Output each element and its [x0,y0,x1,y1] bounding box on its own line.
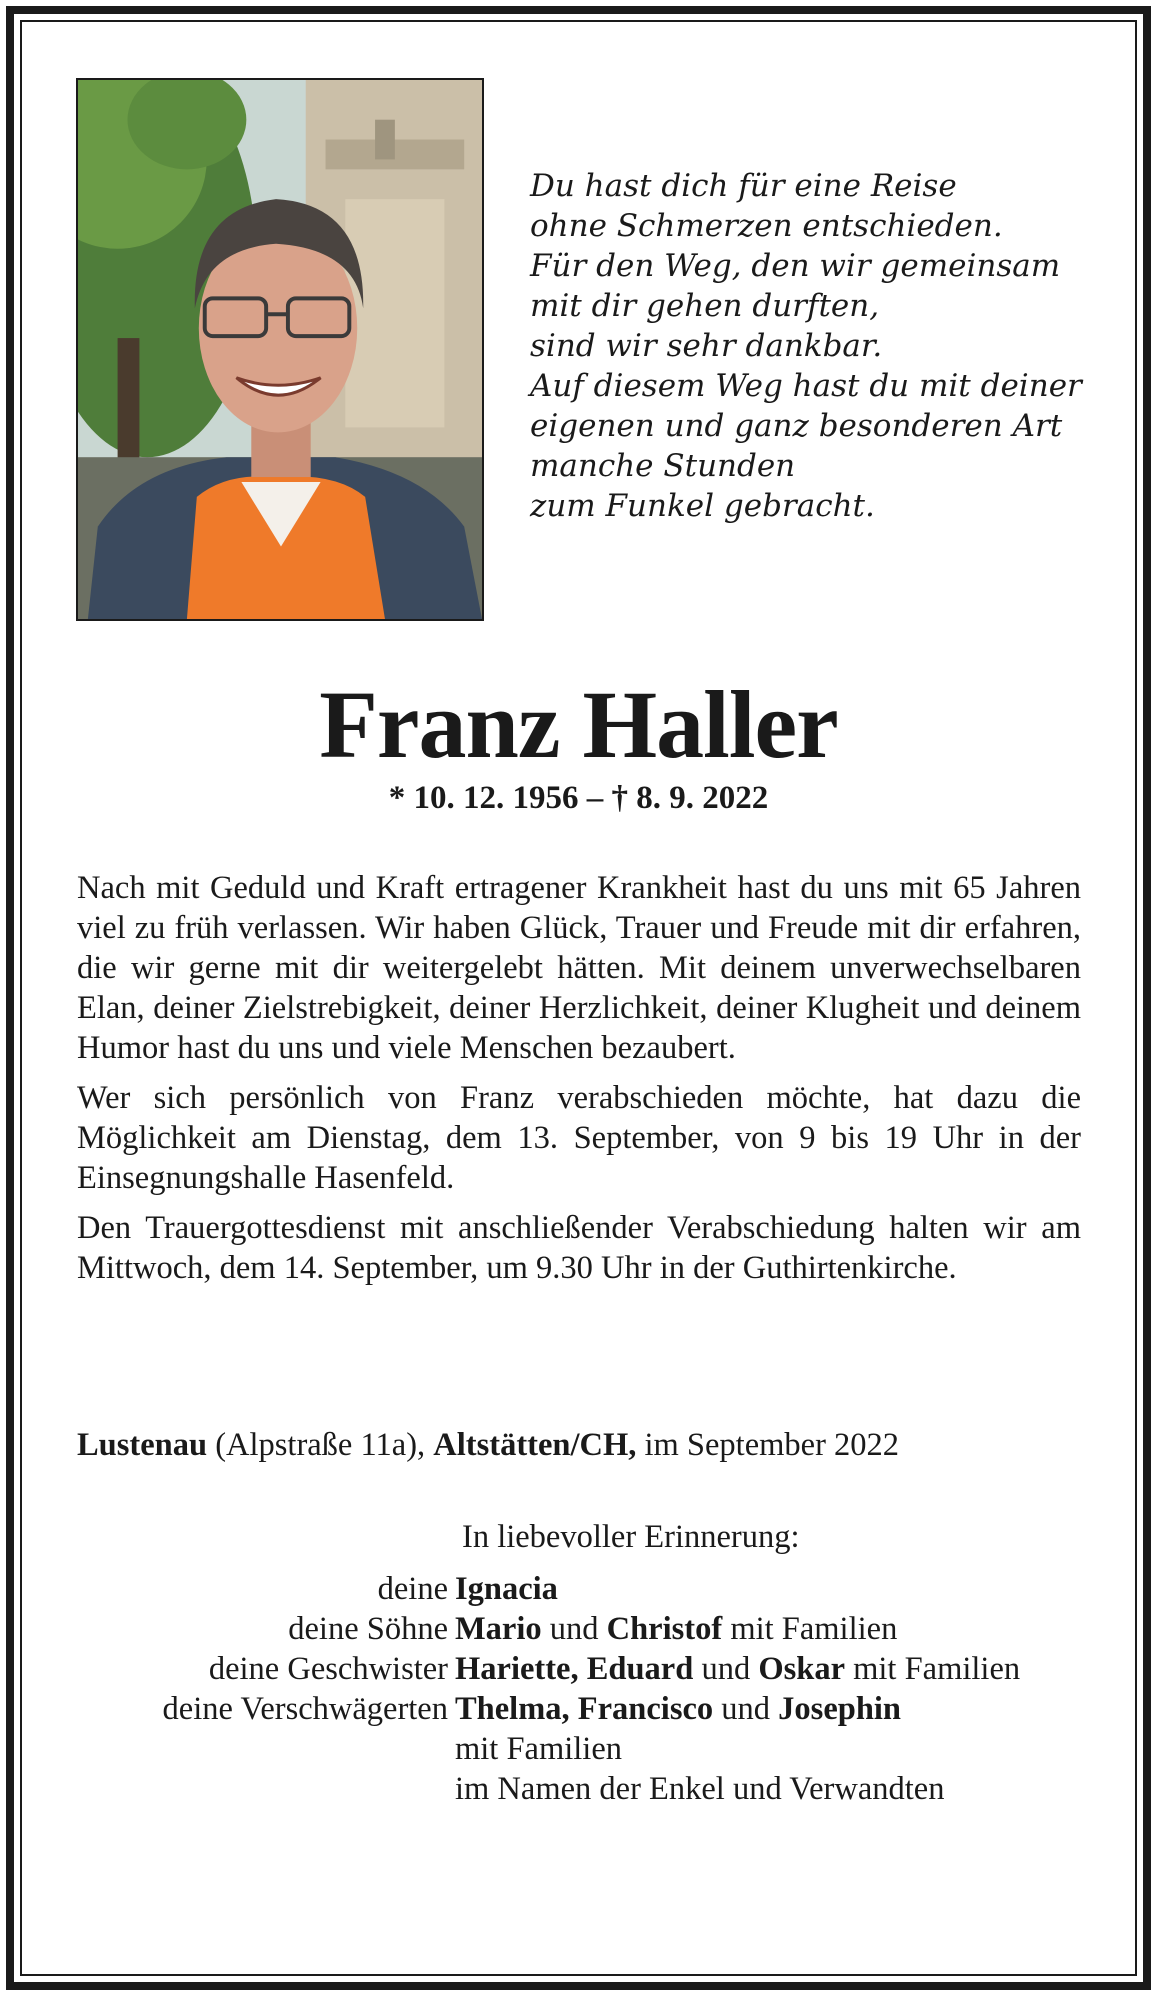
mourners-list [77,1569,1081,1809]
mourner-name: Thelma, Francisco [455,1691,714,1727]
poem-line: mit dir gehen durften, [530,288,880,324]
poem-line: Für den Weg, den wir gemeinsam [530,248,1061,284]
deceased-name: Franz Haller [319,671,838,778]
mourner-name: Josephin [778,1691,901,1727]
mourner-row [77,1609,1081,1649]
conjunction: und [713,1691,779,1727]
place-and-date [77,1425,1081,1465]
mourner-names [455,1569,558,1609]
conjunction: und [541,1611,607,1647]
suffix: mit Familien [722,1611,898,1647]
paragraph: Wer sich persönlich von Franz verabschieden möchte, hat dazu die Möglichkeit am Dienstag, dem 13. September, von 9 bis 19 Uhr in der Einsegnungshalle Hasenfeld. [77,1080,1081,1196]
closing-line: im Namen der Enkel und Verwandten [455,1771,945,1807]
poem-line: Du hast dich für eine Reise [530,168,957,204]
paragraph: Den Trauergottesdienst mit anschließender Verabschiedung halten wir am Mittwoch, dem 14. September, um 9.30 Uhr in der Guthirtenkirche. [77,1210,1081,1286]
mourner-name: Christof [606,1611,723,1647]
poem-line: sind wir sehr dankbar. [530,328,883,364]
mourner-row [77,1649,1081,1689]
poem-line: ohne Schmerzen entschieden. [530,208,1003,244]
life-dates: * 10. 12. 1956 – † 8. 9. 2022 [388,780,769,816]
mourner-name: Oskar [758,1651,845,1687]
date: im September 2022 [636,1427,900,1463]
memory-heading: In liebevoller Erinnerung: [462,1519,800,1555]
relation-empty [77,1769,455,1809]
poem [530,166,1090,526]
town-lustenau: Lustenau [77,1427,208,1463]
portrait-photo [76,78,484,621]
suffix: mit Familien [845,1651,1021,1687]
mourner-name: Hariette, Eduard [455,1651,694,1687]
suffix: mit Familien [455,1731,623,1767]
paragraph: Nach mit Geduld und Kraft ertragener Krankheit hast du uns mit 65 Jahren viel zu früh verlassen. Wir haben Glück, Trauer und Freude mit dir erfahren, die wir gerne mit dir weitergelebt hätten. Mit deinem unverwechselbaren Elan, deiner Zielstrebigkeit, deiner Herzlichkeit, deiner Klugheit und deinem Humor hast du uns und viele Menschen bezaubert. [77,870,1081,1066]
mourner-name: Mario [455,1611,542,1647]
relation: deine [377,1571,448,1607]
mourner-names [455,1609,897,1649]
poem-line: Auf diesem Weg hast du mit deiner [530,368,1082,404]
mourner-names [455,1689,901,1729]
mourner-row [77,1569,1081,1609]
poem-line: eigenen und ganz besonderen Art [530,408,1063,444]
relation-empty [77,1729,455,1769]
mourner-name: Ignacia [455,1571,558,1607]
town-altstaetten: Altstätten/CH, [433,1427,637,1463]
poem-line: manche Stunden [530,448,796,484]
mourner-names [455,1649,1020,1689]
poem-line: zum Funkel gebracht. [530,488,875,524]
mourner-row [77,1769,1081,1809]
mourner-row [77,1689,1081,1729]
relation: deine Geschwister [208,1651,448,1687]
address: (Alpstraße 11a), [207,1427,434,1463]
conjunction: und [693,1651,759,1687]
relation: deine Verschwägerten [162,1691,448,1727]
obituary-text [77,868,1081,1298]
portrait-illustration [78,80,482,619]
relation: deine Söhne [288,1611,448,1647]
mourner-row [77,1729,1081,1769]
